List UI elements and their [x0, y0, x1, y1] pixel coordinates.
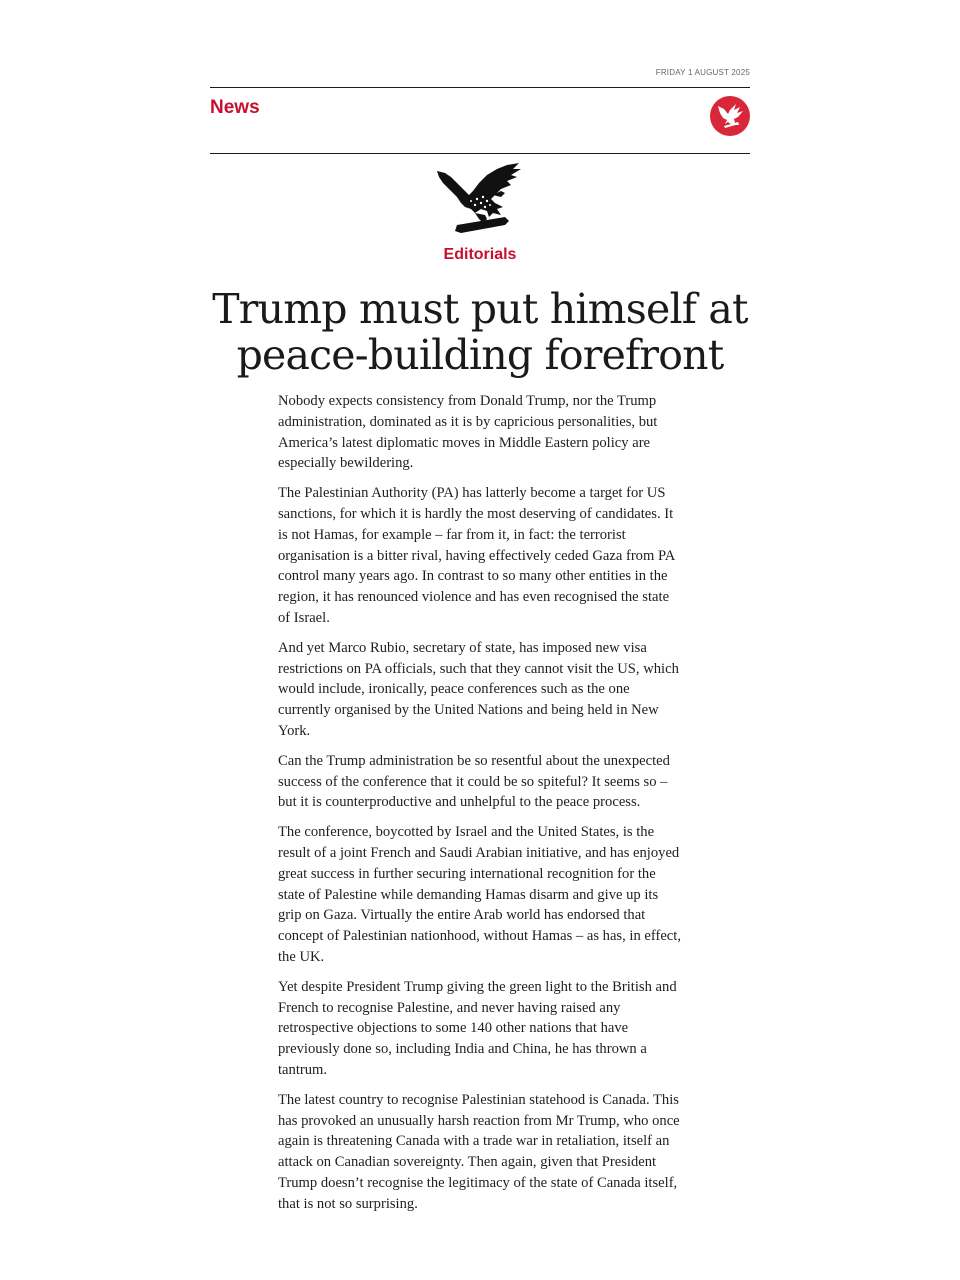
eagle-emblem-icon: [435, 161, 525, 241]
newspaper-page: [210, 0, 750, 1280]
header-top-rule: [210, 87, 750, 88]
article-paragraph: And yet Marco Rubio, secretary of state, has imposed new visa restrictions on PA officials, such that they cannot visit the US, which would include, ironically, peace conferences such as the one currently organised by the United Nations and being held in New York.: [278, 639, 679, 739]
article-paragraph: The latest country to recognise Palestinian statehood is Canada. This has provoked an unusually harsh reaction from Mr Trump, who once again is threatening Canada with a trade war in retaliation, itself an attack on Canadian sovereignty. Then again, given that President Trump doesn’t recognise the legitimacy of the state of Canada itself, that is not so surprising.: [278, 1091, 680, 1212]
article-body: [278, 391, 684, 1223]
article-paragraph: Yet despite President Trump giving the green light to the British and French to recognise Palestine, and never having raised any retrospective objections to some 140 other nations that have previously done so, including India and China, he has thrown a tantrum.: [278, 978, 677, 1078]
editorials-kicker[interactable]: Editorials: [443, 246, 517, 263]
header-bottom-rule: [210, 153, 750, 154]
independent-eagle-logo-icon[interactable]: [710, 96, 750, 136]
article-paragraph: Nobody expects consistency from Donald Trump, nor the Trump administration, dominated as it is by capricious personalities, but America’s latest diplomatic moves in Middle Eastern policy are especially bewildering.: [278, 393, 658, 472]
article-paragraph: Can the Trump administration be so resentful about the unexpected success of the conference that it could be so spiteful? It seems so – but it is counterproductive and unhelpful to the peace process.: [278, 752, 670, 811]
article-headline: Trump must put himself at peace-building forefront: [212, 285, 748, 379]
article-paragraph: The Palestinian Authority (PA) has latterly become a target for US sanctions, for which it is hardly the most deserving of candidates. It is not Hamas, for example – far from it, in fact: the terrorist organisation is a bitter rival, having effectively ceded Gaza from PA control many years ago. In contrast to so many other entities in the region, it has renounced violence and has even recognised the state of Israel.: [278, 485, 675, 626]
article-paragraph: The conference, boycotted by Israel and the United States, is the result of a joint French and Saudi Arabian initiative, and has enjoyed great success in further securing international recognition for the state of Palestine while demanding Hamas disarm and give up its grip on Gaza. Virtually the entire Arab world has endorsed that concept of Palestinian nationhood, without Hamas – as has, in effect, the UK.: [278, 824, 681, 965]
section-label-news[interactable]: News: [210, 97, 260, 118]
publication-date: FRIDAY 1 AUGUST 2025: [655, 68, 750, 77]
